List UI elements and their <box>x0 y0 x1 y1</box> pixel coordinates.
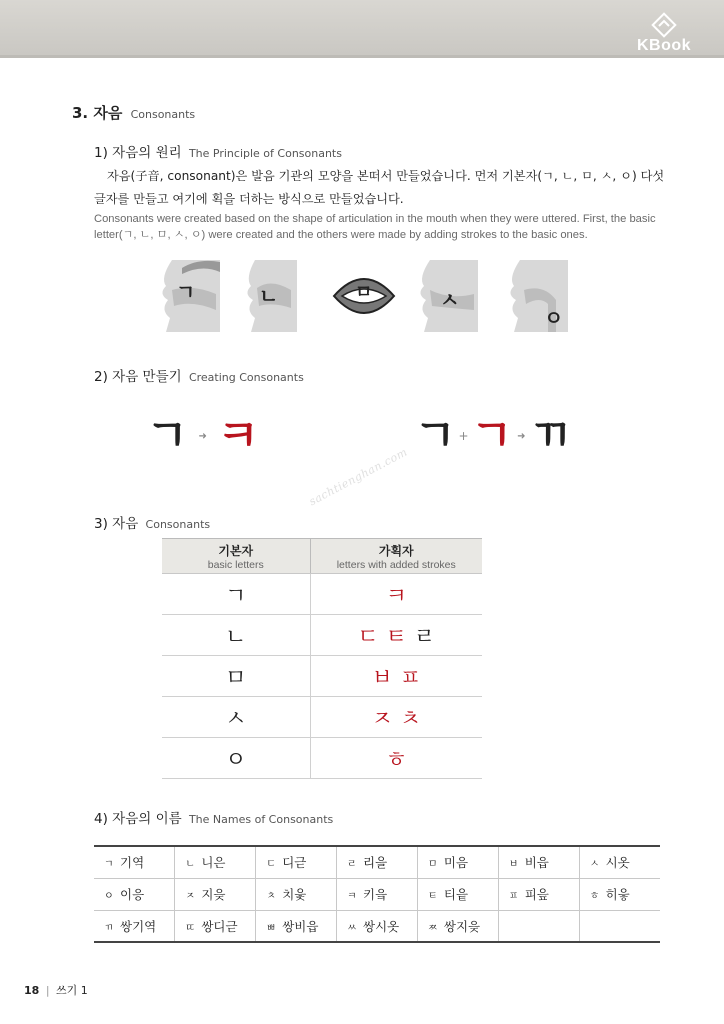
figure-nieun <box>241 260 297 332</box>
jamo: ㄲ <box>104 922 114 934</box>
name-cell <box>175 910 256 942</box>
subsection-number: 1) <box>94 145 108 161</box>
jamo: ㅊ <box>266 891 276 902</box>
table-row <box>94 878 660 910</box>
added-letter: ㅌ <box>385 624 407 650</box>
figure-siot <box>410 260 478 332</box>
jamo: ㅁ <box>427 859 438 871</box>
footer-separator: | <box>45 984 50 997</box>
subsection-title-ko: 자음의 이름 <box>112 811 182 827</box>
subsection-title-ko: 자음 만들기 <box>112 369 182 385</box>
jamo-name: 미음 <box>443 855 469 871</box>
figure-letter: ㄱ <box>176 280 196 304</box>
subsection-4-title <box>94 807 333 827</box>
added-letter: ㅍ <box>399 665 422 691</box>
added-letter: ㅊ <box>399 706 422 732</box>
jamo-name: 쌍시옷 <box>363 918 400 934</box>
jamo: ㄴ <box>185 859 196 871</box>
jamo: ㅋ <box>347 891 357 902</box>
subsection-title-en: The Principle of Consonants <box>188 147 342 160</box>
jamo: ㅅ <box>589 859 600 871</box>
name-cell <box>94 878 175 910</box>
jamo: ㅍ <box>508 891 519 902</box>
jamo: ㅇ <box>104 891 114 902</box>
english-paragraph: Consonants were created based on the shape of articulation in the mouth when they were uttered. First, the basic letter(ㄱ, ㄴ, ㅁ, ㅅ, ㅇ) were created and the others were made by adding strokes to the basic ones. <box>94 213 656 241</box>
name-cell <box>94 846 175 878</box>
header-en: basic letters <box>207 559 264 571</box>
korean-paragraph: 자음(子音, consonant)은 발음 기관의 모양을 본떠서 만들었습니다. 먼저 기본자(ㄱ, ㄴ, ㅁ, ㅅ, ㅇ) 다섯 글자를 만들고 여기에 획을 더하는 방식으로 만들었습니다. <box>94 169 665 206</box>
name-cell <box>498 878 579 910</box>
book-logo-icon <box>651 12 677 38</box>
header-added <box>310 539 482 574</box>
name-cell <box>417 910 498 942</box>
jamo-name: 쌍디귿 <box>201 918 238 934</box>
jamo-name: 비읍 <box>524 855 549 871</box>
table-row <box>162 656 482 697</box>
name-cell <box>337 910 418 942</box>
jamo-name: 치읓 <box>282 887 307 902</box>
name-cell <box>498 846 579 878</box>
jamo-name: 이응 <box>120 887 145 902</box>
consonant-table <box>162 538 482 779</box>
subsection-3-title <box>94 512 210 532</box>
stroke-example-2 <box>414 410 572 461</box>
jamo-name: 히읗 <box>605 887 630 902</box>
figure-letter: ㅁ <box>355 282 373 303</box>
table-row <box>162 574 482 615</box>
figure-letter: ㅅ <box>440 288 460 312</box>
jamo-name: 티읕 <box>443 887 469 902</box>
example-double-letter: ㄲ <box>529 410 572 461</box>
added-letters <box>310 656 482 697</box>
name-cell-empty <box>498 910 579 942</box>
name-cell <box>417 846 498 878</box>
page-number: 18 <box>24 984 40 997</box>
jamo-name: 피읖 <box>524 887 549 902</box>
subsection-title-en: Creating Consonants <box>188 371 304 384</box>
basic-letter: ㄴ <box>162 615 310 656</box>
jamo: ㅌ <box>427 891 438 902</box>
jamo: ㅂ <box>508 859 519 871</box>
jamo: ㅉ <box>427 922 438 934</box>
header-banner <box>0 0 724 58</box>
watermark: sachtienghan.com <box>306 445 410 509</box>
name-cell <box>256 910 337 942</box>
subsection-number: 3) <box>94 516 108 532</box>
jamo-name: 키읔 <box>363 887 388 902</box>
jamo: ㅆ <box>347 922 357 934</box>
section-title <box>72 102 195 123</box>
table-row <box>162 738 482 779</box>
jamo: ㅎ <box>589 891 600 902</box>
name-cell <box>417 878 498 910</box>
table-row <box>94 846 660 878</box>
jamo-name: 디귿 <box>282 855 307 871</box>
jamo: ㄹ <box>347 859 357 871</box>
page-footer <box>24 982 88 998</box>
stroke-example-1 <box>146 410 260 461</box>
subsection-1-title <box>94 141 342 161</box>
name-cell <box>256 878 337 910</box>
jamo-name: 시옷 <box>605 855 630 871</box>
subsection-title-en: The Names of Consonants <box>188 813 334 826</box>
table-header-row <box>162 539 482 574</box>
subsection-title-en: Consonants <box>145 518 211 531</box>
figure-ieung <box>500 260 568 332</box>
added-letter: ㄷ <box>357 624 379 650</box>
section-title-ko: 자음 <box>93 104 123 122</box>
example-letter-b: ㄱ <box>470 410 514 461</box>
consonant-names-table <box>94 845 660 943</box>
example-base-letter: ㄱ <box>146 410 189 461</box>
header-ko: 가획자 <box>378 544 414 558</box>
jamo: ㄱ <box>104 859 114 871</box>
name-cell <box>337 846 418 878</box>
jamo-name: 쌍비읍 <box>282 918 319 934</box>
arrow-right-icon: ➜ <box>198 430 207 442</box>
jamo-name: 지읒 <box>201 887 226 902</box>
header-ko: 기본자 <box>218 544 254 558</box>
table-row <box>162 615 482 656</box>
name-cell <box>579 846 660 878</box>
figure-mieum <box>332 260 396 332</box>
example-letter-a: ㄱ <box>414 410 457 461</box>
name-cell <box>175 846 256 878</box>
added-letter: ㅂ <box>371 665 393 691</box>
added-letters <box>310 615 482 656</box>
jamo-name: 기역 <box>120 855 145 871</box>
basic-letter: ㅅ <box>162 697 310 738</box>
name-cell-empty <box>579 910 660 942</box>
jamo-name: 니은 <box>201 855 226 871</box>
subsection-number: 2) <box>94 369 108 385</box>
name-cell <box>579 878 660 910</box>
jamo-name: 쌍지읒 <box>443 918 481 934</box>
jamo: ㅈ <box>185 891 196 902</box>
added-letter: ㄹ <box>413 624 436 650</box>
basic-letter: ㅁ <box>162 656 310 697</box>
jamo: ㄸ <box>185 922 196 934</box>
plus-sign: + <box>458 429 469 443</box>
jamo: ㅃ <box>266 922 276 934</box>
added-letters <box>310 697 482 738</box>
jamo-name: 쌍기역 <box>120 918 157 934</box>
jamo: ㄷ <box>266 859 276 871</box>
added-letters <box>310 574 482 615</box>
subsection-title-ko: 자음 <box>112 516 139 532</box>
added-letter: ㅋ <box>385 583 407 609</box>
table-row <box>94 910 660 942</box>
section-number: 3. <box>72 104 89 122</box>
book-title: 쓰기 1 <box>56 984 88 997</box>
figure-letter: ㅇ <box>544 306 564 330</box>
name-cell <box>175 878 256 910</box>
figure-letter: ㄴ <box>259 284 279 308</box>
subsection-number: 4) <box>94 811 108 827</box>
added-letter: ㅎ <box>385 747 407 773</box>
example-result-letter: ㅋ <box>216 410 260 461</box>
kbook-logo <box>634 12 694 58</box>
subsection-2-title <box>94 365 304 385</box>
added-letters <box>310 738 482 779</box>
name-cell <box>256 846 337 878</box>
basic-letter: ㄱ <box>162 574 310 615</box>
added-letter: ㅈ <box>371 706 393 732</box>
subsection-title-ko: 자음의 원리 <box>112 145 182 161</box>
name-cell <box>94 910 175 942</box>
figure-giyeok <box>152 260 220 332</box>
arrow-right-icon: ➜ <box>517 430 526 442</box>
header-en: letters with added strokes <box>336 559 456 571</box>
table-row <box>162 697 482 738</box>
basic-letter: ㅇ <box>162 738 310 779</box>
name-cell <box>337 878 418 910</box>
logo-text: KBook <box>636 37 692 54</box>
header-basic <box>162 539 310 574</box>
jamo-name: 리을 <box>363 855 388 871</box>
section-title-en: Consonants <box>130 108 196 121</box>
